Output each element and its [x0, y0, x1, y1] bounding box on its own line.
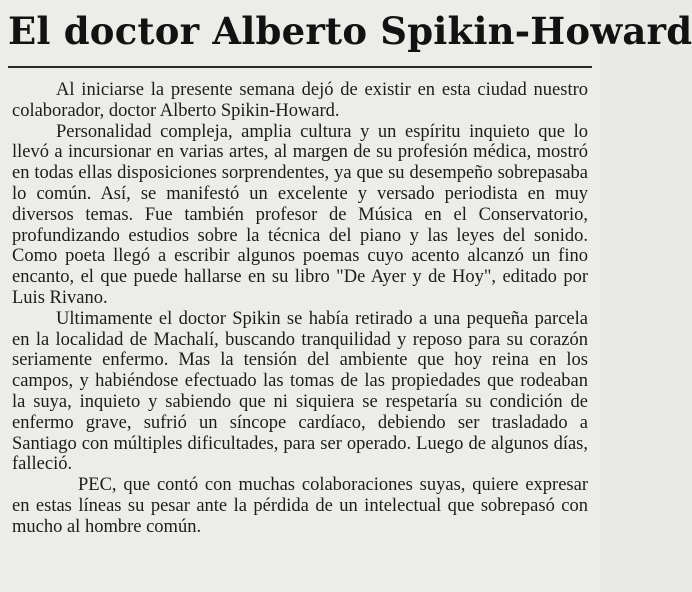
article-title: El doctor Alberto Spikin-Howard — [8, 9, 692, 53]
article-paragraph-4: PEC, que contó con muchas colaboraciones suyas, quiere expresar en estas líneas su pesar ante la pérdida de un intelectual que sobrepasó con mucho al hombre común. — [12, 475, 588, 537]
article-paragraph-3: Ultimamente el doctor Spikin se había retirado a una pequeña parcela en la localidad de Machalí, buscando tranquilidad y reposo para su corazón seriamente enfermo. Mas la tensión del ambiente que hoy reina en los campos, y habiéndose efectuado las tomas de las propiedades que rodeaban la suya, inquieto y sabiendo que ni siquiera se respetaría su condición de enfermo grave, sufrió un síncope cardíaco, debiendo ser trasladado a Santiago con múltiples dificultades, para ser operado. Luego de algunos días, falleció. — [12, 308, 588, 475]
title-divider — [8, 66, 592, 68]
article-body — [12, 80, 588, 538]
article-paragraph-1: Al iniciarse la presente semana dejó de existir en esta ciudad nuestro colaborador, doctor Alberto Spikin-Howard. — [12, 80, 588, 121]
article-paragraph-2: Personalidad compleja, amplia cultura y un espíritu inquieto que lo llevó a incursionar en varias artes, al margen de su profesión médica, mostró en todas ellas disposiciones sorprendentes, ya que su desempeño sobrepasaba lo común. Así, se manifestó un excelente y versado periodista en muy diversos temas. Fue también profesor de Música en el Conservatorio, profundizando estudios sobre la técnica del piano y las leyes del sonido. Como poeta llegó a escribir algunos poemas cuyo acento alcanzó un fino encanto, el que puede hallarse en su libro "De Ayer y de Hoy", editado por Luis Rivano. — [12, 121, 588, 308]
